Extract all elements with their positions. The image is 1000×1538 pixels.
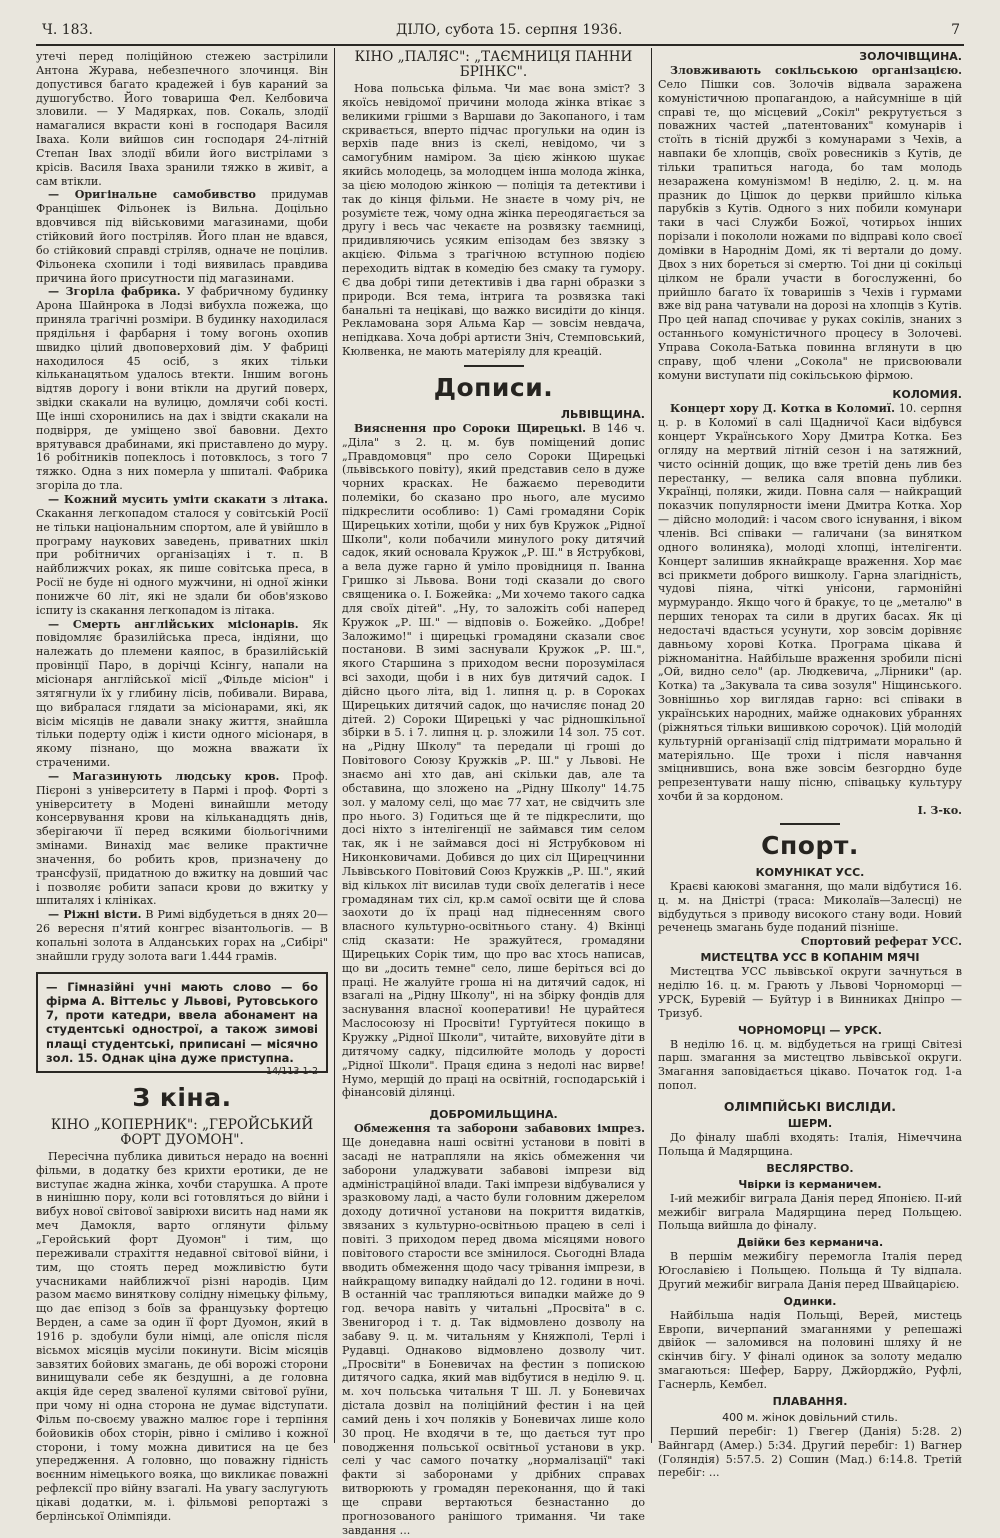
sport-item-title: ОЛІМПІЙСЬКІ ВИСЛІДИ. [723,1099,897,1114]
sport-item-body: Мистецтва УСС львівської округи зачнуться в неділю 16. ц. м. Грають у Львові Чорноморці — УРСК, Буревій — Буйтур і в Винниках Дніпро — Тризуб. [658,965,962,1020]
advertisement-box [36,972,328,1077]
news-item: утечі перед поліційною стежею застрілили Антона Журава, небезпечного злочинця. Він допустився багато крадежей і був караний за душогубство. Його товариша Фел. Келбовича зловили. — У Мадярках, пов. Сокаль, злодії намагалися вкрасти коні в господаря Василя Іваха. Коли вийшов син господаря 24-літній Степан Івах злодії вбили його вистрілами з крісів. Василя Іваха зранили тяжко в живіт, а сам втікли. [36,50,328,188]
news-headline: — Кожний мусить уміти скакати з літака. [48,493,328,506]
sport-item-title: ЧОРНОМОРЦІ — УРСК. [738,1023,882,1037]
sport-item-body: Краєві каюкові змагання, що мали відбутися 16. ц. м. на Дністрі (траса: Миколаїв—Залесці) не відбудуться з приводу високого стану води. Новий реченець змагань буде поданий пізніше. [658,879,962,935]
news-body: придумав Францішек Фільонек із Вильна. Доцільно вдовчився під військовими магазинами, щоби стійковий його постріляв. Його план не вдався, бо стійковий справді стріляв, одначе не поцілив. Фільонека схопили і тоді виявилась правдива причина його присутности під магазинами. [36,188,329,285]
region-heading: ДОБРОМИЛЬЩИНА. [429,1108,558,1122]
column-3 [658,50,962,1480]
column-2 [342,49,645,1537]
news-item [36,770,328,908]
news-headline: — Оригінальне самобивство [48,188,256,202]
news-headline: — Магазинують людську кров. [48,769,280,783]
sport-subheading: ПЛАВАННЯ. [772,1394,848,1408]
sport-item-signature: Спортовий реферат УСС. [800,935,962,949]
news-body: Проф. Пієроні з університету в Пармі і проф. Форті з університету в Модені винайшли методу консервування крови на кільканадцять днів, зберігаючи її перед всякими біольогічними змінами. Винахід має велике практичне значення, бо робить кров, призначену до трансфузії, придатною до вжитку на довший час і позволяє робити запаси крови до вжитку у шпиталях і клініках. [36,769,328,908]
correspondence-item [342,422,645,1100]
news-body: Скакання легкопадом сталося у совітській Росії не тільки національним спортом, але й увійшло в програму наукових заведень, приватних шкіл при робітничих організаціях і т. п. В найближчих роках, як пише совітська преса, в Росії не буде ні одного мужчини, ні одної жінки понижче 60 літ, які не здали би обов'язково іспиту із скакання легкопадом із літака. [36,506,328,617]
news-headline: — Смерть англійських місіонарів. [48,617,299,631]
advertisement-ref: 14/113 1-2 [266,1065,318,1077]
region-heading: ЛЬВІВЩИНА. [560,407,645,421]
column-divider-2 [651,48,652,1443]
column-1 [36,50,329,1523]
correspondence-body: В 146 ч. „Діла" з 2. ц. м. був поміщений допис „Правдомовця" про село Сороки Щирецькі (львівського повіту), який представив село в дуже чорних красках. Не бажаємо переводити полеміки, бо сказано про нього, але мусимо підкреслити особливо: 1) Самі громадяни Сорік Щирецьких хотіли, щоби у них був Кружок „Рідної Школи", коли побачили минулого року дитячий садок, який основала Кружок „Р. Ш." в Яструбкові, а вела дуже гарно й уміло провідниця п. Іванна Гришко зі Львова. Вони тоді сказали до свого священика о. І. Божейка: „Ми хочемо такого садка для своїх дітей". „Ну, то заложіть собі наперед Кружок „Р. Ш." — відповів о. Божейко. „Добре! Заложимо!" і щирецькі громадяни сказали своє постанови. В зимі заснували Кружок „Р. Ш.", якого Старшина з приходом весни порозумілася всі заходи, щоби і в них був дитячий садок. І дійсно цього літа, від 1. липня ц. р. в Сороках Щирецьких дитячий садок, що начисляє понад 20 дітей. 2) Сороки Щирецькі у час рідношкільної збірки в 5. і 7. липня ц. р. зложили 14 зол. 75 сот. на „Рідну Школу" та передали ці гроші до Повітового Союзу Кружків „Р. Ш." у Львові. Не знаємо ані хто дав, ані скільки дав, але та обставина, що зложено на „Рідну Школу" 14.75 зол. у малому селі, що має 77 хат, не свідчить зле про нього. 3) Годиться ще й те підкреслити, що досі ніхто з інтелігенції не займався тим селом так, як і не займався досі ні Яструбковом ні Никонковичами. Добився до цих сіл Щирецчинни Львівського Повітовий Союз Кружків „Р. Ш.", який від кількох літ висилав туди своїх делегатів і несе громадянам тих сіл, кр.м самої освіти ще й слова заохоти до їх праці над піднесенням свого власного культурно-освітнього стану. 4) Вкінці слід сказати: Не зражуйтеся, громадяни Щирецьких Сорік тим, що про вас хтось написав, що ви „досить темне" село, лише беріться всі до праці. Не жалуйте гроша ні на дитячий садок, ні взагалі на „Рідну Школу", ні на збірку фондів для заснування власної кооперативи! Не цурайтеся Маслосоюзу ні Просвіти! Гуртуйтеся покищо в Кружку „Рідної Школи", читайте, виховуйте діти в дитячому садку, підсилюйте молодь у дорості „Рідної Школи". Праця єдина з недолі нас вирве! Нумо, мерщій до праці на освітній, господарській і фінансовій ділянці. [342,421,645,1100]
advertisement-text: — Гімназійні учні мають слово — бо фірма А. Віттельс у Львові, Рутовського 7, проти катедри, ввела абонамент на студентські однострої, а також зимові плащі студентські, приписані — місячно зол. 15. Однак ціна дуже приступна. [46,979,318,1065]
sport-subheading: ШЕРМ. [787,1117,833,1130]
divider [780,823,840,825]
column-divider-1 [334,48,335,1443]
section-heading-correspondence: Дописи. [433,372,554,402]
correspondence-headline: Вияснення про Сороки Щирецькі. [354,421,587,435]
section-heading-sport: Спорт. [761,830,859,860]
sport-item-title: МИСТЕЦТВА УСС В КОПАНІМ МЯЧІ [700,951,920,965]
sport-subheading: 400 м. жінок довільний стиль. [722,1410,898,1424]
region-heading: ЗОЛОЧІВЩИНА. [859,50,962,63]
news-item [36,188,328,285]
page-number: 7 [951,22,960,38]
masthead [36,20,964,44]
sport-item-title: КОМУНІКАТ УСС. [755,865,865,879]
correspondence-item [342,1122,645,1537]
film-review-body: Пересічна публика дивиться нерадо на воєнні фільми, в додатку без крихти еротики, де не виступає жадна жінка, хочби старушка. А проте в нинішню пору, коли всі готовляться до війни і вибух нової світової завірюхи висить над нами як меч Дамокля, варто оглянути фільму „Геройський форт Дуомон" і тим, що переживали страхіття недавної світової війни, і тим, що стоять перед можливістю бути учасниками найближчої різні народів. Цим разом маємо виняткову солідну німецьку фільму, що дає епізод з боїв за французьку фортецю Верден, а саме за один її форт Дуомон, який в 1916 р. здобули були німці, але опісля після вісьмох місяців мусіли покинути. Вісім місяців завзятих бойових змагань, де обі ворожі сторони винищували себе як бездушні, а де головна акція йде серед зваленої кулями світової руїни, при чому ні одна сторона не думає відступати. Фільм по-своєму уважно малює горе і терпіння бойовиків обох сторін, рівно і сміливо і кожної сторони, і тому можна дивитися на це без упередження. А головно, що поважну гідність воєнним німецького вояка, що викликає поважні рефлексії про війну взагалі. На увагу заслугують цікаві додатки, м. і. фільмові репортажі з берлінської Олімпіяди. [36,1149,328,1523]
sport-item-body: В неділю 16. ц. м. відбудеться на грищі Світезі парш. змагання за мистецтво львівської округи. Змагання заповідається цікаво. Початок год. 1-а попол. [658,1037,962,1093]
news-item [36,285,328,493]
section-heading-cinema: З кіна. [132,1082,232,1112]
correspondence-item [658,402,962,803]
sport-item-body: І-ий межибіг виграла Данія перед Японією. ІІ-ий межибіг виграла Мадярщина перед Польщею. Польща вийшла до фіналу. [658,1191,962,1233]
correspondence-item [658,64,962,382]
sport-item-body: Перший перебіг: 1) Гвегер (Данія) 5:28. 2) Вайнгард (Амер.) 5:34. Другий перебіг: 1) Вагнер (Голяндія) 5:57.5. 2) Сошин (Мад.) 6:14.8. Третій перебіг: ... [658,1424,962,1480]
correspondence-body: Село Пішки сов. Золочів відвала заражена комуністичною пропагандою, а найсумніше в цій справі те, що місцевий „Сокіл" рекрутується з поважних частей „патентованих" комунарів і стоїть в тісній дружбі з комунарами з Чехів, а навпаки бе хлопців, своїх ровесників з Кутів, де тільки трапиться нагода, бо там молодь незаражена комунізмом! В неділю, 2. ц. м. на празник до Цішок до церкви прийшло кілька парубків з Кутів. Одного з них побили комунари таки в часі Служби Божої, чотирьох інших порізали і покололи ножами по відправі коло своєї домівки в Народнім Домі, як ті вертали до дому. Двох з них бореться зі смертю. Тоі дни ці сокільці цілком не брали участи в богослуженні, бо прийшло багато їх товаришів з Чехів і гурмами вже від рана чатували на дорозі на хлопців з Кутів. Про цей напад спочиває у руках сокілів, знаних з останнього комуністичного процесу в Золочеві. Управа Сокола-Батька повинна вглянути в цю справу, щоб члени „Сокола" не присвоювали комуни виступати під сокільською фірмою. [658,77,962,382]
news-headline: — Ріжні вісти. [48,908,142,922]
sport-subheading: Одинки. [783,1294,837,1308]
divider [464,365,524,367]
news-item [36,618,328,770]
correspondence-headline: Зловживають сокільською організацією. [670,64,962,77]
author-signature: І. З-ко. [917,803,962,817]
film-review-body: Нова польська фільма. Чи має вона зміст? З якоїсь невідомої причини молода жінка втікає з великими грішми з Варшави до Закопаного, і там скривається, вперто підчас прогульки на один із верхів паде вниз із скелі, невідомо, чи з самогубним наміром. За цією жінкою шукає якийсь молодець, за молодцем інша молода жінка, за цією молодою жінкою — поліція та детективи і так до кінця фільми. Не знаєте в чому річ, не розумієте теж, чому одна жінка переодягається за другу і весь час чекаєте на розвязку таємниці, придивляючись усяким епізодам без звязку з акцією. Фільма з трагічною вступною подією переходить відтак в комедію без смаку та гумору. Є два добрі типи детективів і два гарні образки з природи. Вся тема, інтрига та розвязка такі банальні та нецікаві, що важко висидіти до кінця. Рекламована зоря Альма Кар — зовсім невдача, непідкава. Хоча добрі артисти Зніч, Стемповський, Кюлвенка, не мають матеріялу для креацій. [342,82,645,359]
issue-number: Ч. 183. [42,22,93,38]
paper-title-date: ДІЛО, субота 15. серпня 1936. [396,22,623,38]
correspondence-headline: Концерт хору Д. Котка в Коломиї. [670,402,895,416]
news-body: Як повідомляє бразилійська преса, індіяни, що належать до племени каяпос, в бразилійській провінції Паро, в дорічці Ксінгу, напали на місіонаря англійської місії „Фільде місіон" і зятягнули їх у глибину лісів, побивали. Вирава, що вибралася глядати за місіонарами, які, як вісім місяців не давали знаку життя, знайшла тільки подерту одіж і кисти одного місіонаря, в якому пізнано, що можна вважати їх страченими. [36,617,328,770]
sport-subheading: Двійки без керманича. [736,1236,884,1250]
news-headline: — Згоріла фабрика. [48,285,181,299]
news-body: У фабричному будинку Арона Шайнрока в Лодзі вибухла пожежа, що приняла трагічні розміри. В будинку находилася прядільня і фарбарня і тому вогонь охопив швидко цілий двоповерховий дім. У фабриці находилося 45 осіб, з яких тільки кільканацятьом удалось втекти. Іншим вогонь відтяв дорогу і вони втікли на другий поверх, звідки скакали на вулицю, домлячи собі кості. Ще інші схоронились на дах і звідти скакали на подвірря, де уміщено звої бавовни. Дехто врятувався драбинами, які приставлено до муру. 16 робітників попеклось і потовклось, з того 7 тяжко. Одна з них померла у шпиталі. Фабрика згоріла до тла. [36,285,329,493]
region-heading: КОЛОМИЯ. [892,388,962,402]
masthead-rule [36,44,964,46]
correspondence-headline: Обмеження та заборони забавових імпрез. [354,1122,645,1136]
sport-item-body: До фіналу шаблі входять: Італія, Німеччина Польща й Мадярщина. [658,1131,962,1158]
sport-item-body: Найбільша надія Польщі, Верей, мистець Европи, вичерпаний змаганнями у репешажі двійок — заломився на половині шляху й не скінчив бігу. У фіналі одинок за золоту медалю змагаються: Шефер, Барру, Джйорджйо, Руфлі, Гаснерль, Кембел. [658,1308,962,1391]
film-review-title: КІНО „ПАЛЯС": „ТАЄМНИЦЯ ПАННИ БРІНКС". [354,49,633,80]
news-body: В Римі відбудеться в днях 20—26 вересня п'ятий конгрес візантольогів. — В копальні золота в Алданських горах на „Сибірі" знайшли груду золота ваги 1.444 грамів. [36,908,328,963]
film-review-title: КІНО „КОПЕРНИК": „ГЕРОЙСЬКИЙ ФОРТ ДУОМОН". [50,1116,314,1148]
news-item [36,908,328,963]
correspondence-body: 10. серпня ц. р. в Коломиї в салі Щадничої Каси відбувся концерт Українського Хору Дмитра Котка. Без огляду на мертвий літній сезон і на затяжний, чисто осінній дощик, що вже третій день лив без перестанку, — велика саля вповна публики. Українці, поляки, жиди. Повна саля — найкращий показчик популярности імени Дмитра Котка. Хор — дійсно молодий: і часом свого існування, і віком членів. Всі співаки — галичани (за винятком одного волиняка), молоді хлопці, інтелігенти. Концерт залишив якнайкраще враження. Хор має всі прикмети доброго вишколу. Гарна злагідність, чудові піяна, чіткі унісони, гармонійні мурмурандо. Якщо чого й бракує, то це „металю" в перших тенорах та сили в других басах. Як ці недостачі вдасться усунути, хор зовсім дорівняє давньому хорові Котка. Програма цікава й ріжноманітна. Найбільше враження зробили пісні „Ой, видно село" (ар. Людкевича, „Лірники" (ар. Котка) та „Закувала та сива зозуля" Ніщинського. Зовнішньо хор виглядав гарно: всі співаки в українських народних, майже однакових убраннях (ріжняться тільки вишивкою сорочок). Цій молодій культурній організації слід підтримати морально й матеріяльно. Ще трохи і після навчання зміцнившись, вона вже зовсім безгордно буде репрезентувати нашу пісню, співацьку культуру хочби й за кордоном. [658,402,962,804]
sport-subheading: ВЕСЛЯРСТВО. [766,1161,854,1175]
news-item [36,493,328,618]
sport-subheading: Чвірки із керманичем. [738,1177,882,1191]
correspondence-body: Ще донедавна наші освітні установи в повіті в засаді не натрапляли на якісь обмеження чи заборони уладжувати забавові імпрези від адміністраційної влади. Такі імпрези відбувалися у зразковому ладі, а часто були головним джерелом доходу дотичної установи на покриття видатків, звязаних з культурно-освітньою працею в селі і повіті. З приходом перед двома місяцями нового повітового старости все змінилося. Сьогодні Влада вводить обмеження щодо часу трівання імпрези, в найкращому випадку найдалі до 12. години в ночі. В останній час трапляються випадки майже до 9 год. вечора навіть у читальні „Просвіта" в с. Звенигород і т. д. Так відмовлено дозволу на забаву 9. ц. м. читальням у Княжполі, Терлі і Рудавці. Однаково відмовлено дозволу чит. „Просвіти" в Боневичах на фестин з попискою дитячого садка, який мав відбутися в неділю 9. ц. м. хоч польська читальня Т Ш. Л. у Боневичах дістала дозвіл на поліційний фестин і на цей самий день і хоч поляків у Боневичах лише коло 30 проц. Не входячи в те, що дається тут про поводження польської освітньої установи в укр. селі у час самого початку „нормалізації" такі факти зі заборонами у дрібних справах витворюють у громадян переконання, що й такі ще справи вертаються безнастанно до прогнозованого ранішого тримання. Чи таке завдання ... [342,1136,645,1537]
sport-item-body: В першім межибігу перемогла Італія перед Югославією і Польщею. Польща й Ту відпала. Другий межибіг виграла Данія перед Швайцарією. [658,1250,962,1291]
